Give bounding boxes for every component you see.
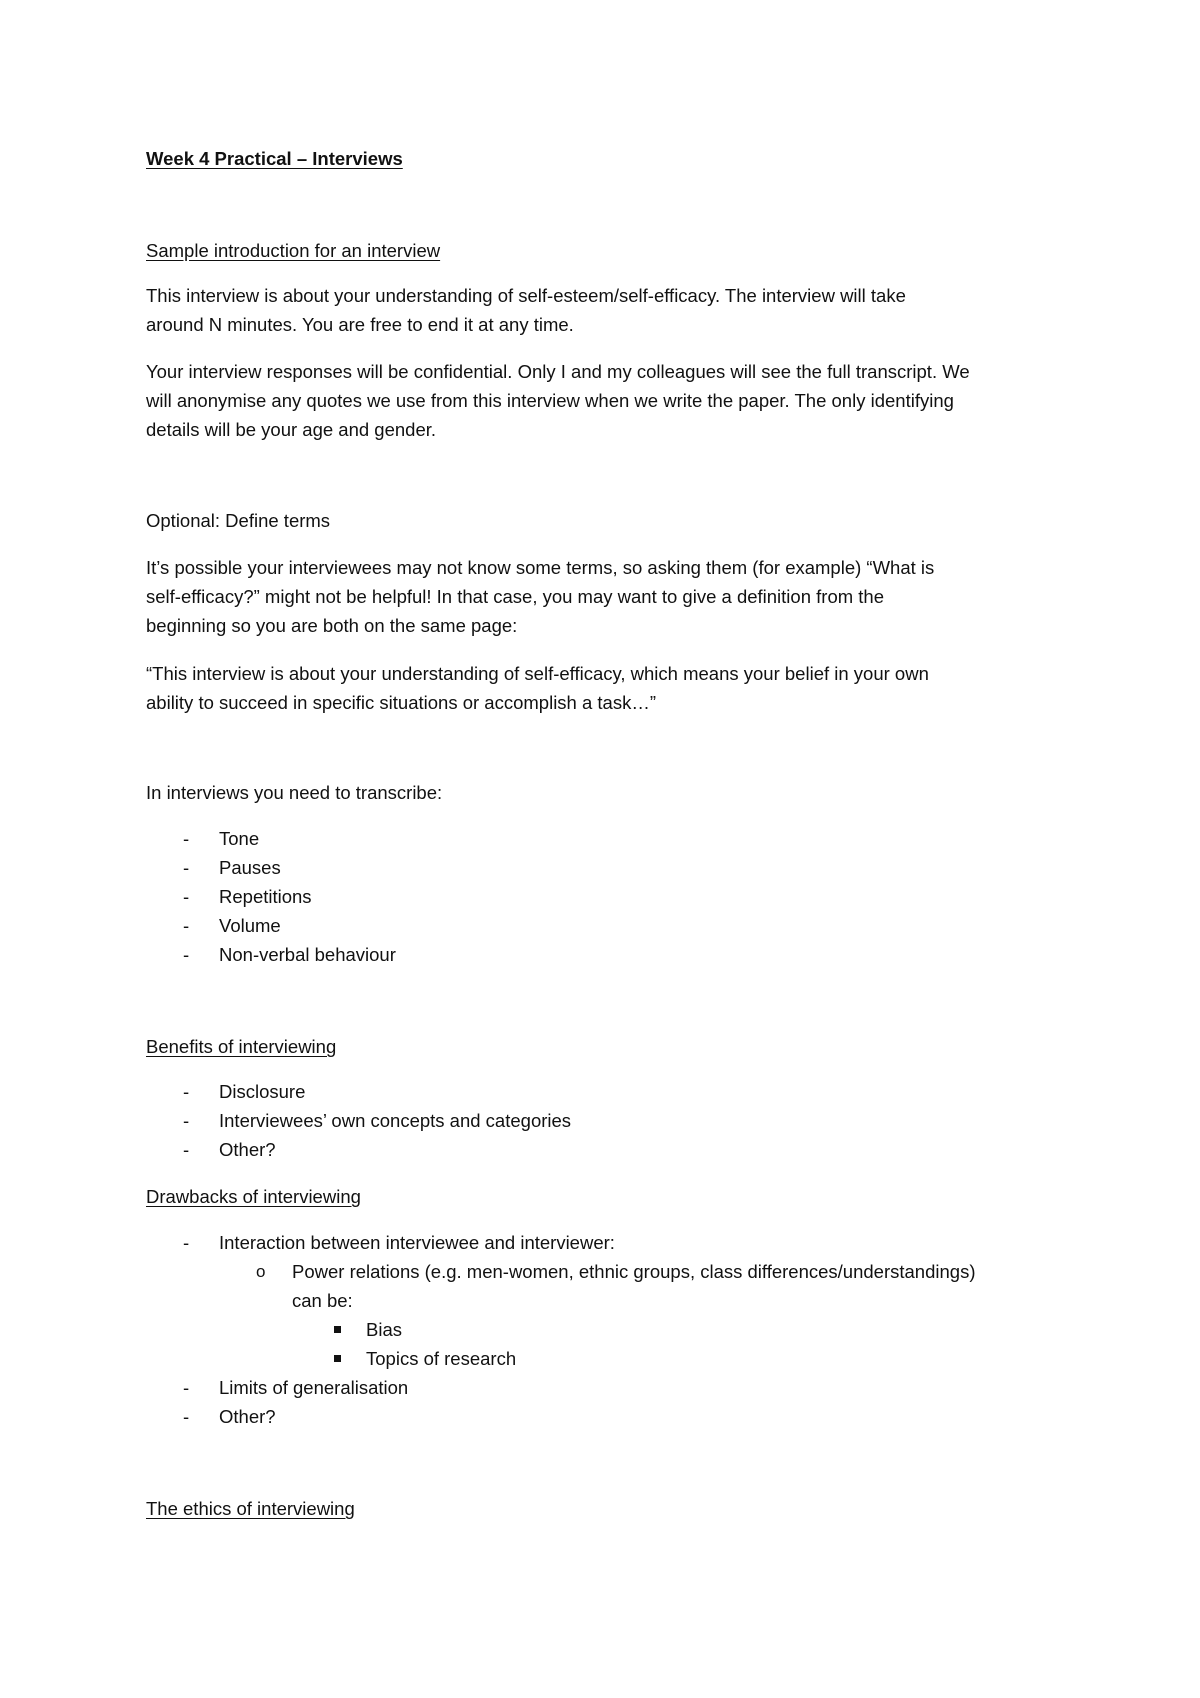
sub-bullet-circle: o xyxy=(256,1262,266,1281)
list-bullet: - xyxy=(183,828,190,849)
list-bullet: - xyxy=(183,1377,190,1398)
transcribe-intro: In interviews you need to transcribe: xyxy=(146,782,443,803)
intro-paragraph-line: details will be your age and gender. xyxy=(146,419,437,440)
list-bullet: - xyxy=(183,1081,190,1102)
intro-paragraph-line: This interview is about your understanding of self-esteem/self-efficacy. The interview will take xyxy=(146,285,906,306)
sub-sub-list-item: Topics of research xyxy=(366,1348,517,1369)
page-title: Week 4 Practical – Interviews xyxy=(146,148,403,169)
define-paragraph-line: beginning so you are both on the same page: xyxy=(146,615,518,636)
list-bullet: - xyxy=(183,1110,190,1131)
list-item: Other? xyxy=(219,1139,276,1160)
list-item: Interviewees’ own concepts and categories xyxy=(219,1110,572,1131)
sub-list-item-continued: can be: xyxy=(292,1290,353,1311)
list-item: Disclosure xyxy=(219,1081,306,1102)
drawbacks-heading: Drawbacks of interviewing xyxy=(146,1186,361,1207)
sub-sub-list-item: Bias xyxy=(366,1319,402,1340)
list-bullet: - xyxy=(183,1139,190,1160)
list-bullet: - xyxy=(183,915,190,936)
sub-list-item: Power relations (e.g. men-women, ethnic groups, class differences/understandings) xyxy=(292,1261,976,1282)
list-item: Repetitions xyxy=(219,886,312,907)
define-paragraph-line: It’s possible your interviewees may not know some terms, so asking them (for example) “What is xyxy=(146,557,935,578)
list-bullet: - xyxy=(183,944,190,965)
list-item: Interaction between interviewee and interviewer: xyxy=(219,1232,615,1253)
intro-paragraph-line: around N minutes. You are free to end it at any time. xyxy=(146,314,574,335)
intro-paragraph-line: Your interview responses will be confidential. Only I and my colleagues will see the full transcript. We xyxy=(146,361,970,382)
define-heading: Optional: Define terms xyxy=(146,510,331,531)
define-paragraph-line: self-efficacy?” might not be helpful! In that case, you may want to give a definition from the xyxy=(146,586,884,607)
ethics-heading: The ethics of interviewing xyxy=(146,1498,355,1519)
define-quote-line: ability to succeed in specific situations or accomplish a task…” xyxy=(146,692,656,713)
intro-paragraph-line: will anonymise any quotes we use from this interview when we write the paper. The only identifying xyxy=(146,390,954,411)
square-bullet-icon xyxy=(334,1355,341,1362)
list-item: Limits of generalisation xyxy=(219,1377,409,1398)
list-bullet: - xyxy=(183,1232,190,1253)
list-item: Tone xyxy=(219,828,260,849)
list-bullet: - xyxy=(183,857,190,878)
square-bullet-icon xyxy=(334,1326,341,1333)
define-quote-line: “This interview is about your understanding of self-efficacy, which means your belief in your own xyxy=(146,663,929,684)
list-bullet: - xyxy=(183,886,190,907)
list-item: Pauses xyxy=(219,857,281,878)
list-item: Volume xyxy=(219,915,281,936)
list-item: Non-verbal behaviour xyxy=(219,944,396,965)
list-item: Other? xyxy=(219,1406,276,1427)
benefits-heading: Benefits of interviewing xyxy=(146,1036,337,1057)
intro-heading: Sample introduction for an interview xyxy=(146,240,441,261)
list-bullet: - xyxy=(183,1406,190,1427)
